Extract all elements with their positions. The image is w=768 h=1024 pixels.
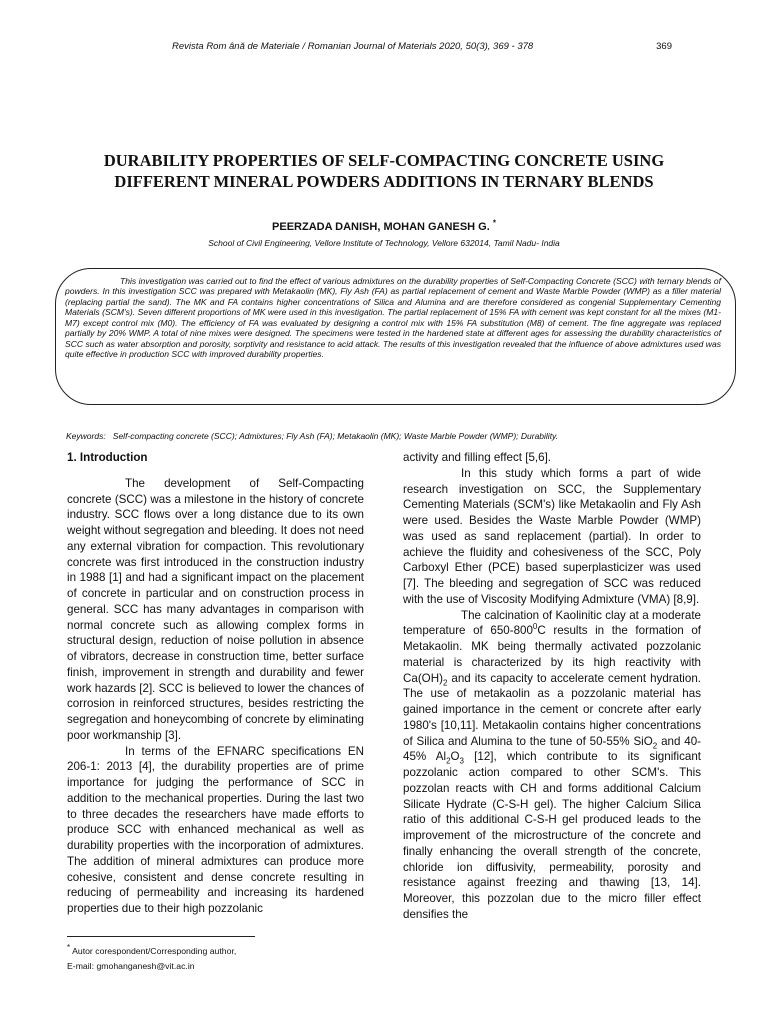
title-line-2: DIFFERENT MINERAL POWDERS ADDITIONS IN TERNARY BLENDS [114, 172, 654, 191]
keywords [66, 431, 706, 441]
abstract-box [55, 268, 736, 405]
affiliation: School of Civil Engineering, Vellore Institute of Technology, Vellore 632014, Tamil Nadu- India [208, 238, 560, 248]
abstract-text: This investigation was carried out to find the effect of various admixtures on the durability properties of Self-Compacting Concrete (SCC) with ternary blends of powders. In this investigation SCC was prepared with Metakaolin (MK), Fly Ash (FA) as partial replacement of cement and Waste Marble Powder (WMP) as a filler material (replacing partial the sand). The MK and FA contains higher concentrations of Silica and Alumina and are therefore considered as congenial Supplementary Cementing Materials (SCM's). Seven different proportions of MK were used in this investigation. The partial replacement of 15% FA with cement was kept constant for all the mixes (M1- M7) except control mix (M0). The efficiency of FA was evaluated by designing a control mix with 15% FA substitution (M8) of cement. The fine aggregate was replaced partially by 20% WMP. A total of nine mixes were designed. The specimens were tested in the hardened state at different ages for assessing the durability characteristics of SCC such as water absorption and porosity, sorptivity and resistance to acid attack. The results of this investigation revealed that the influence of above admixtures used was quite effective in production SCC with improved durability properties. [65, 276, 721, 360]
title-line-1: DURABILITY PROPERTIES OF SELF-COMPACTING CONCRETE USING [103, 151, 665, 170]
left-column [67, 450, 364, 917]
corresponding-author-note: * Autor corespondent/Corresponding author, [67, 943, 237, 956]
keywords-text: Self-compacting concrete (SCC); Admixtures; Fly Ash (FA); Metakaolin (MK); Waste Marble Powder (WMP); Durability. [112, 431, 559, 441]
author-email: E-mail: gmohanganesh@vit.ac.in [67, 961, 195, 971]
intro-paragraph-4: The calcination of Kaolinitic clay at a moderate temperature of $650-800^0C$ results in the formation of Metakaolin. MK being thermally activated pozzolanic material is characterized by its high reactivity with $Ca(OH)_2$ and its capacity to accelerate cement hydration. The use of metakaolin as a pozzolanic material has gained importance in the cement or concrete after early 1980's [10,11]. Metakaolin contains higher concentrations of Silica and Alumina to the tune of 50-55% SiO$_2$ and 40-45% $Al_2O_3$ [12], which contribute to its significant pozzolanic action compared to other SCM's. This pozzolan reacts with CH and forms additional Calcium Silicate Hydrate (C-S-H gel). The higher Calcium Silica ratio of this additional C-S-H gel produced leads to the improvement of the microstructure of the concrete and finally enhancing the overall strength of the concrete, chloride ion diffusivity, permeability, porosity and resistance against freezing and thawing [13, 14]. Moreover, this pozzolan due to the micro filler effect densifies the [403, 608, 702, 921]
intro-continuation: activity and filling effect [5,6]. [403, 451, 552, 464]
author-names: PEERZADA DANISH, MOHAN GANESH G. [272, 221, 490, 233]
running-header [0, 41, 768, 57]
page-number: 369 [656, 41, 672, 52]
right-column [403, 450, 701, 923]
degree-mark: 0 [532, 622, 538, 632]
intro-paragraph-3: In this study which forms a part of wide research investigation on SCC, the Supplementary Cementing Materials (SCM's) like Metakaolin and Fly Ash were used. Besides the Waste Marble Powder (WMP) was used as sand replacement (partial). In order to achieve the fluidity and cohesiveness of the SCC, Poly Carboxyl Ether (PCE) based superplasticizer was used [7]. The bleeding and segregation of SCC was reduced with the use of Viscosity Modifying Admixture (VMA) [8,9]. [403, 466, 701, 606]
keywords-label: Keywords: [66, 431, 106, 441]
intro-paragraph-2: In terms of the EFNARC specifications EN 206-1: 2013 [4], the durability properties are of prime importance for judging the performance of SCC in addition to the mechanical properties. During the last two to three decades the researchers have made efforts to produce SCC with enhanced mechanical as well as durability properties with the incorporation of admixtures. The addition of mineral admixtures can produce more cohesive, consistent and dense concrete resulting in reducing of permeability and increasing its hardened properties due to their high pozzolanic [67, 744, 364, 915]
footnote [67, 944, 236, 974]
intro-paragraph-1: The development of Self-Compacting concrete (SCC) was a milestone in the history of concrete industry. SCC flows over a long distance due to its own weight without segregation and bleeding. It does not need any external vibration for compaction. This revolutionary concrete was first introduced in the construction industry in 1988 [1] and had a significant impact on the placement of concrete in particular and on construction process in general. SCC has many advantages in comparison with normal concrete such as allowing complex forms in structural design, reduction of noise pollution in absence of vibrators, decrease in construction time, better surface finish, improvement in strength and durability and fewer work hazards [2]. SCC is believed to lower the chances of corrosion in reinforced structures, besides restricting the segregation and honeycombing of concrete by eliminating poor workmanship [3]. [67, 476, 364, 742]
footnote-divider [67, 936, 255, 937]
corresponding-author-mark: * [492, 218, 496, 228]
section-heading: 1. Introduction [67, 451, 148, 464]
author-list [60, 218, 708, 233]
journal-citation: Revista Rom ână de Materiale / Romanian Journal of Materials 2020, 50(3), 369 - 378 [172, 41, 534, 52]
paper-title [60, 150, 708, 192]
